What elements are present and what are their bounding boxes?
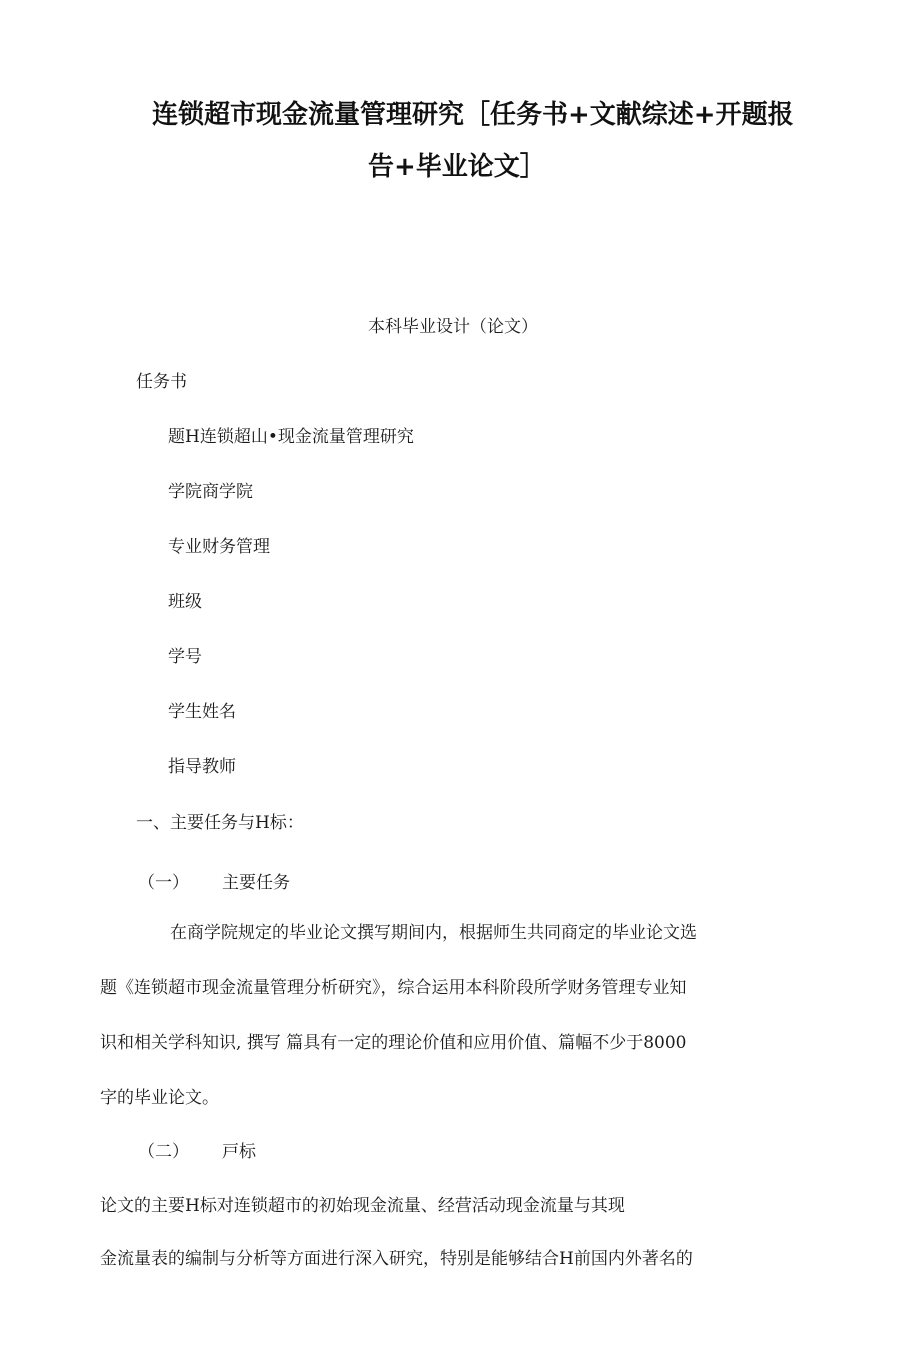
field-student-name: 学生姓名 <box>168 702 236 722</box>
subsection-1-label: 主要任务 <box>222 873 290 893</box>
subtitle-undergraduate-thesis: 本科毕业设计（论文） <box>368 317 538 337</box>
paragraph-line: 题《连锁超市现金流量管理分析研究》，综合运用本科阶段所学财务管理专业知 <box>100 978 687 998</box>
field-major: 专业财务管理 <box>168 537 270 557</box>
section-task-book: 任务书 <box>136 372 187 392</box>
paragraph-line: 金流量表的编制与分析等方面进行深入研究，特别是能够结合H前国内外著名的 <box>100 1249 693 1269</box>
subsection-1-number: （一） <box>138 873 189 893</box>
field-topic: 题H连锁超山•现金流量管理研究 <box>168 427 414 447</box>
subsection-2-number: （二） <box>138 1142 189 1162</box>
field-class: 班级 <box>168 592 202 612</box>
document-title-line-1: 连锁超市现金流量管理研究［任务书+文献综述+开题报 <box>152 100 794 130</box>
section-1-heading: 一、主要任务与H标： <box>136 813 304 833</box>
paragraph-line: 在商学院规定的毕业论文撰写期间内，根据师生共同商定的毕业论文选 <box>170 923 697 943</box>
subsection-2-label: 戸标 <box>222 1142 256 1162</box>
document-title-line-2: 告+毕业论文］ <box>368 152 546 182</box>
field-advisor: 指导教师 <box>168 757 236 777</box>
field-student-id: 学号 <box>168 647 202 667</box>
field-college: 学院商学院 <box>168 482 253 502</box>
paragraph-line: 论文的主要H标对连锁超市的初始现金流量、经营活动现金流量与其现 <box>100 1196 625 1216</box>
paragraph-line: 识和相关学科知识, 撰写 篇具有一定的理论价值和应用价值、篇幅不少于8000 <box>100 1033 687 1053</box>
paragraph-line: 字的毕业论文。 <box>100 1088 219 1108</box>
